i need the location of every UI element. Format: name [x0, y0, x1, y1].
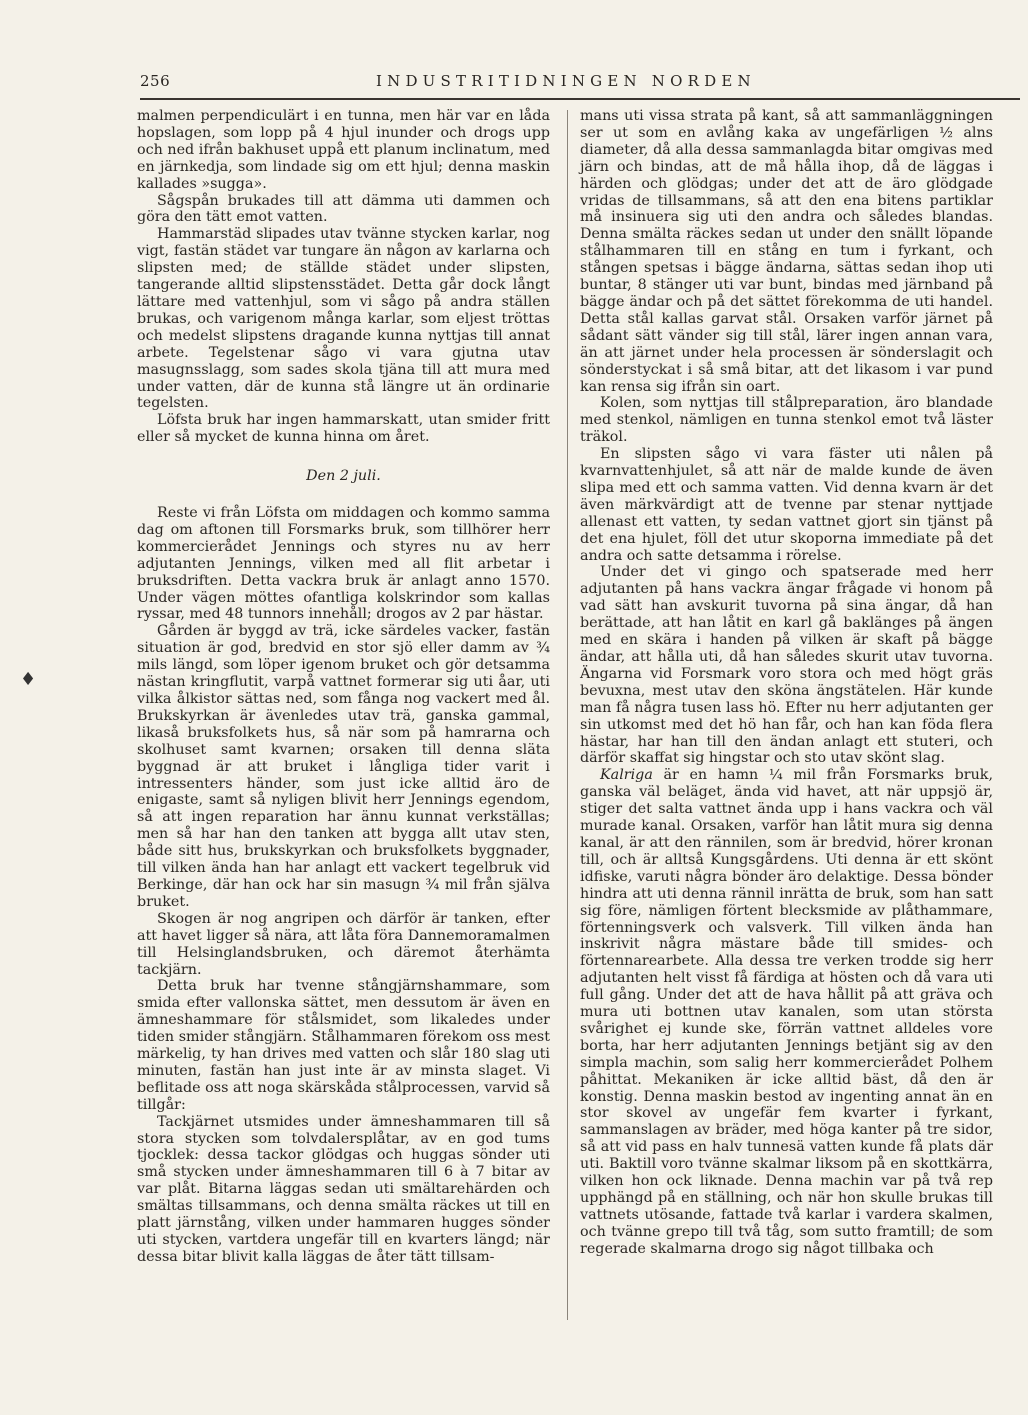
date-heading: Den 2 juli.: [306, 468, 381, 485]
paragraph: Under det vi gingo och spatserade med herr adjutanten på hans vackra ängar frågade vi honom på vad sätt han avskurit tuvorna på sina ängar, då han berättade, att han låtit en karl gå baklänges på ängen med en skära i handen på vilken är skaft på bägge ändar, att hålla uti, då han således skurit utav tuvorna. Ängarna vid Forsmark voro stora och med högt gräs bevuxna, mest utav den sköna ängstätelen. Här kunde man få några tusen lass hö. Efter nu herr adjutanten ger sin utkomst med det hö han får, och han kan föda flera hästar, har han till den ändan anlagt ett stuteri, och därför skaffat sig hingstar och sto utav skönt slag.: [580, 564, 993, 767]
paragraph: Reste vi från Löfsta om middagen och kommo samma dag om aftonen till Forsmarks bruk, som tillhörer herr kommercierådet Jennings och styres nu av herr adjutanten Jennings, vilken med all flit arbetar i bruksdriften. Detta vackra bruk är anlagt anno 1570. Under vägen möttes ofantliga kolskrindor som kallas ryssar, med 48 tunnors innehåll; drogos av 2 par hästar.: [137, 505, 550, 623]
paragraph: Kolen, som nyttjas till stålpreparation, äro blandade med stenkol, nämligen en tunna stenkol emot två läster träkol.: [580, 395, 993, 446]
header-rule: [140, 98, 1020, 100]
right-column: [580, 108, 993, 1258]
paragraph: Skogen är nog angripen och därför är tanken, efter att havet ligger så nära, att låta föra Dannemoramalmen till Helsinglandsbruken, och däremot återhämta tackjärn.: [137, 910, 550, 978]
left-column: [137, 108, 550, 1266]
paragraph: Tackjärnet utsmides under ämneshammaren till så stora stycken som tolvdalersplåtar, av en god tums tjocklek: dessa tackor glödgas och huggas sönder uti små stycken under ämneshammaren till 6 à 7 bitar av var plåt. Bitarna läggas sedan uti smältarehärden och smältas tillsammans, och denna smälta räckes ut till en platt järnstång, vilken under hammaren hugges sönder uti stycken, vartdera ungefär till en kvarters längd; när dessa bitar blivit kalla läggas de åter tätt tillsam-: [137, 1113, 550, 1265]
place-name: Kalriga: [600, 767, 653, 784]
paragraph-text: är en hamn ¼ mil från Forsmarks bruk, ganska väl beläget, ända vid havet, att när uppsjö är, stiger det salta vattnet ända upp i hans vackra och väl murade kanal. Orsaken, varför han låtit mura sig denna kanal, är att den rännilen, som är bredvid, hörer kronan till, och är alltså Kungsgårdens. Uti denna är ett skönt idfiske, varuti några bönder äro delaktige. Dessa bönder hindra att uti denna rännil inrätta de bruk, som han satt sig före, nämligen förtent blecksmide av plåthammare, förtenningsverk och valsverk. Till vilken ända han inskrivit några mästare både till smides- och förtennarearbete. Alla dessa tre verken trodde sig herr adjutanten helt visst få färdiga at hösten och då vara uti full gång. Under det att de hava hållit på att gräva och mura uti bottnen utav kanalen, som utan största svårighet ej kunde ske, förrän vattnet alldeles vore borta, har herr adjutanten Jennings betjänt sig av den simpla machin, som salig herr kommercierådet Polhem påhittat. Mekaniken är icke alltid bäst, då den är konstig. Denna maskin bestod av ingenting annat än en stor skovel av ungefär fem kvarter i fyrkant, sammanslagen av bräder, med höga kanter på tre sidor, så att vid pass en halv tunnesä vatten kunde få plats där uti. Baktill voro tvänne skalmar liksom på en skottkärra, vilken hon ock liknade. Denna machin var på två rep upphängd på en ställning, och när hon skulle brukas till vattnets utösande, fattade två karlar i vardera skalmen, och tvänne grepo till två tåg, som sutto framtill; de som regerade skalmarna drogo sig något tillbaka och: [580, 767, 993, 1257]
page-number: 256: [140, 72, 171, 90]
paragraph: mans uti vissa strata på kant, så att sammanläggningen ser ut som en avlång kaka av ungefärligen ½ alns diameter, då alla dessa sammanlagda bitar omgivas med järn och bindas, att de må hålla ihop, då de läggas i härden och glödgas; under det att de äro glödgade vridas de tillsammans, så att den ena bitens partiklar må insinuera sig uti den andra och således blandas. Denna smälta räckes sedan ut under den snällt löpande stålhammaren till en stång en tum i fyrkant, och stången spetsas i bägge ändarna, sättas sedan ihop uti buntar, 8 stänger uti var bunt, bindas med järnband på bägge ändar och på det sättet förekomma de uti handel. Detta stål kallas garvat stål. Orsaken varför järnet på sådant sätt vänder sig till stål, lärer ingen annan vara, än att järnet under hela processen är sönderslagit och sönderstyckat i så små bitar, att det likasom i var pund kan rensa sig ifrån sin oart.: [580, 108, 993, 395]
page-header: [140, 72, 1020, 96]
paragraph: Hammarstäd slipades utav tvänne stycken karlar, nog vigt, fastän städet var tungare än någon av karlarna och slipsten med; de ställde städet under slipsten, tangerande alltid slipstensstädet. Detta går dock långt lättare med vattenhjul, som vi sågo på andra ställen brukas, och varigenom många karlar, som eljest tröttas och medelst slipstens dragande kunna nyttjas till annat arbete. Tegelstenar sågo vi vara gjutna utav masugnsslagg, som sades skola tjäna till att mura med under vatten, där de kunna stå längre ut än ordinarie tegelsten.: [137, 226, 550, 412]
column-divider: [567, 110, 568, 1320]
running-title: INDUSTRITIDNINGEN NORDEN: [376, 72, 756, 90]
paragraph: malmen perpendiculärt i en tunna, men här var en låda hopslagen, som lopp på 4 hjul inunder och drogs upp och ned ifrån bakhuset uppå ett planum inclinatum, med en järnkedja, som lindade sig om ett hjul; denna maskin kallades »sugga».: [137, 108, 550, 192]
margin-mark: ♦: [20, 669, 37, 690]
paragraph: [580, 767, 993, 1257]
paragraph: Löfsta bruk har ingen hammarskatt, utan smider fritt eller så mycket de kunna hinna om året.: [137, 412, 550, 446]
paragraph: Gården är byggd av trä, icke särdeles vacker, fastän situation är god, bredvid en stor sjö eller damm av ¾ mils längd, som löper igenom bruket och gör detsamma nästan kringflutit, varpå vattnet formerar sig uti åar, uti vilka ålkistor sättas ned, som fånga nog vackert med ål. Brukskyrkan är ävenledes utav trä, ganska gammal, likaså bruksfolkets hus, så när som på hamrarna och skolhuset samt kvarnen; orsaken till denna släta byggnad är att bruket i långliga tider varit i intressenters händer, som just icke alltid äro de enigaste, samt så nyligen blivit herr Jennings egendom, så att ingen reparation har ännu kunnat verkställas; men så har han den tanken att bygga allt utav sten, både sitt hus, brukskyrkan och bruksfolkets byggnader, till vilken ända han har anlagt ett vackert tegelbruk vid Berkinge, där han ock har sin masugn ¾ mil från själva bruket.: [137, 623, 550, 910]
paragraph: Sågspån brukades till att dämma uti dammen och göra den tätt emot vatten.: [137, 192, 550, 226]
paragraph: En slipsten sågo vi vara fäster uti nålen på kvarnvattenhjulet, så att när de malde kunde de även slipa med ett och samma vatten. Vid denna kvarn är det även märkvärdigt att de tvenne par stenar nyttjade allenast ett vatten, ty sedan vattnet gjort sin tjänst på det ena hjulet, föll det utur skoporna immediate på det andra och satte detsamma i rörelse.: [580, 446, 993, 564]
paragraph: Detta bruk har tvenne stångjärnshammare, som smida efter vallonska sättet, men dessutom är även en ämneshammare för stålsmidet, som likaledes under tiden smider stångjärn. Stålhammaren förekom oss mest märkelig, ty han drives med vatten och slår 180 slag uti minuten, fastän han just inte är av minsta slaget. Vi beflitade oss att noga skärskåda stålprocessen, varvid så tillgår:: [137, 978, 550, 1113]
